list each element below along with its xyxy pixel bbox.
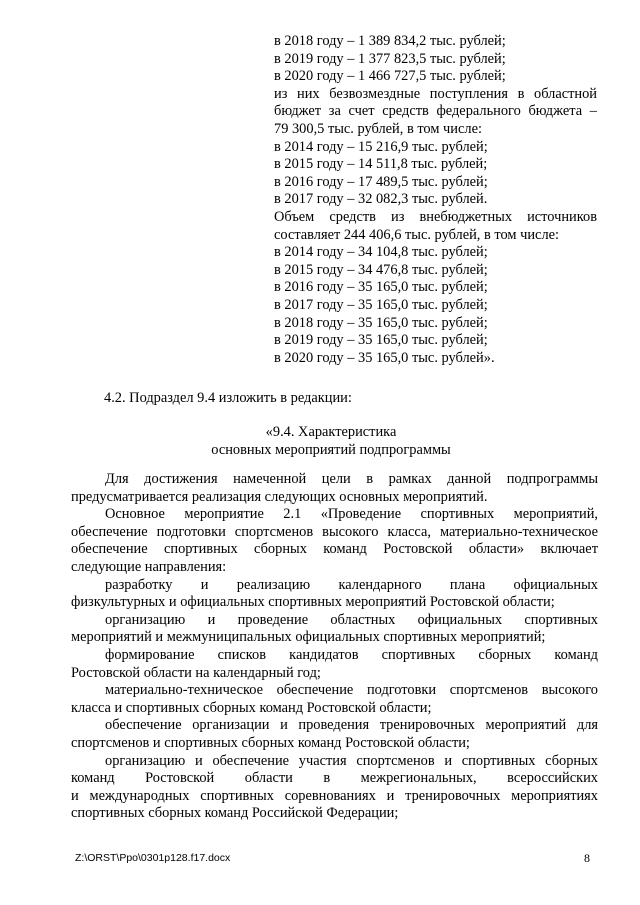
body-line: команд Ростовской области в межрегиональных, всероссийских [71,770,598,787]
body-line: организацию и обеспечение участия спортсменов и спортивных сборных [105,752,598,769]
paragraph [71,647,598,682]
paragraph [71,471,598,506]
fin-line: из них безвозмездные поступления в областной [274,85,597,102]
fin-line: бюджет за счет средств федерального бюджета – [274,103,597,120]
fin-line: в 2015 году – 34 476,8 тыс. рублей; [274,261,488,278]
body-line: обеспечение спортивных сборных команд Ростовской области» включает [71,541,598,558]
body-line: Для достижения намеченной цели в рамках данной подпрограммы [105,471,598,487]
body-line: следующие направления: [71,558,227,575]
fin-line: в 2015 году – 14 511,8 тыс. рублей; [274,156,488,173]
fin-line: в 2017 году – 32 082,3 тыс. рублей. [274,191,488,208]
heading-line-2: основных мероприятий подпрограммы [211,441,451,458]
body-line: разработку и реализацию календарного плана официальных [105,576,598,593]
financing-block [274,33,597,367]
fin-line: в 2019 году – 1 377 823,5 тыс. рублей; [274,50,506,67]
paragraph [71,682,598,717]
paragraph [71,577,598,612]
body-text [71,471,598,823]
body-line: обеспечение организации и проведения тренировочных мероприятий для [105,717,598,734]
page-number: 8 [584,851,590,865]
fin-line: в 2014 году – 34 104,8 тыс. рублей; [274,244,488,261]
section-intro: 4.2. Подраздел 9.4 изложить в редакции: [104,390,352,406]
fin-line: в 2019 году – 35 165,0 тыс. рублей; [274,332,488,349]
body-line: класса и спортивных сборных команд Ростовской области; [71,699,432,716]
body-line: формирование списков кандидатов спортивных сборных команд [105,646,598,663]
paragraph [71,717,598,752]
fin-line: Объем средств из внебюджетных источников [274,208,597,225]
paragraph [71,612,598,647]
body-line: Основное мероприятие 2.1 «Проведение спортивных мероприятий, [105,506,598,523]
paragraph [71,506,598,576]
fin-line: в 2020 году – 1 466 727,5 тыс. рублей; [274,68,506,85]
fin-line: 79 300,5 тыс. рублей, в том числе: [274,120,482,137]
heading-line-1: «9.4. Характеристика [265,424,397,440]
section-heading [0,424,640,459]
fin-line: составляет 244 406,6 тыс. рублей, в том числе: [274,226,560,243]
body-line: материально-техническое обеспечение подготовки спортсменов высокого [105,682,598,699]
body-line: организацию и проведение областных официальных спортивных [105,611,598,628]
file-path-footer: Z:\ORST\Ppo\0301p128.f17.docx [75,852,231,864]
body-line: обеспечение подготовки спортсменов высокого класса, материально-техническое [71,523,598,540]
fin-line: в 2016 году – 35 165,0 тыс. рублей; [274,279,488,296]
fin-line: в 2014 году – 15 216,9 тыс. рублей; [274,138,488,155]
body-line: спортсменов и спортивных сборных команд Ростовской области; [71,734,470,751]
fin-line: в 2018 году – 1 389 834,2 тыс. рублей; [274,33,506,49]
fin-line: в 2020 году – 35 165,0 тыс. рублей». [274,349,495,366]
body-line: физкультурных и официальных спортивных мероприятий Ростовской области; [71,594,555,611]
body-line: спортивных сборных команд Российской Федерации; [71,805,399,822]
body-line: Ростовской области на календарный год; [71,664,321,681]
fin-line: в 2017 году – 35 165,0 тыс. рублей; [274,296,488,313]
body-line: и международных спортивных соревнованиях и тренировочных мероприятиях [71,787,598,804]
fin-line: в 2018 году – 35 165,0 тыс. рублей; [274,314,488,331]
body-line: предусматривается реализация следующих основных мероприятий. [71,488,488,505]
fin-line: в 2016 году – 17 489,5 тыс. рублей; [274,173,488,190]
body-line: мероприятий и межмуниципальных официальных спортивных мероприятий; [71,629,546,646]
paragraph [71,753,598,823]
